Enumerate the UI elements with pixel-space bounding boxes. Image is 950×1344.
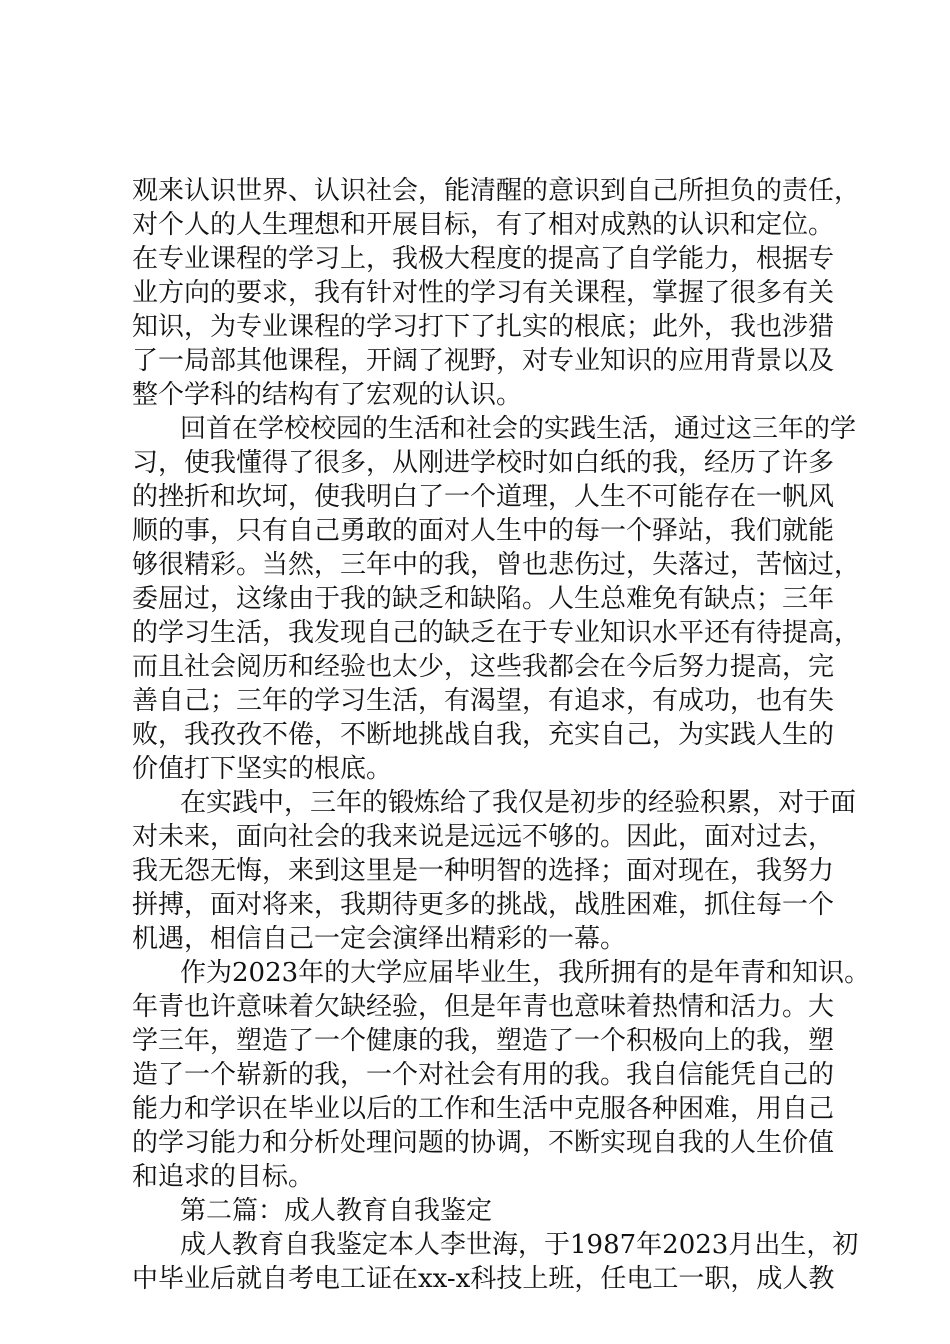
text-line: 整个学科的结构有了宏观的认识。 xyxy=(132,380,523,410)
text-line: 造了一个崭新的我，一个对社会有用的我。我自信能凭自己的 xyxy=(132,1060,835,1090)
text-line: 机遇，相信自己一定会演绎出精彩的一幕。 xyxy=(132,924,627,954)
text-line: 价值打下坚实的根底。 xyxy=(132,754,393,784)
document-body xyxy=(132,174,871,1296)
text-line: 够很精彩。当然，三年中的我，曾也悲伤过，失落过，苦恼过， xyxy=(132,550,861,580)
text-line: 的学习生活，我发现自己的缺乏在于专业知识水平还有待提高， xyxy=(132,618,861,648)
paragraph-start-line: 回首在学校校园的生活和社会的实践生活，通过这三年的学 xyxy=(180,414,857,444)
section-heading: 第二篇：成人教育自我鉴定 xyxy=(180,1196,493,1226)
paragraph-start-line: 在实践中，三年的锻炼给了我仅是初步的经验积累，对于面 xyxy=(180,788,857,818)
text-line: 我无怨无悔，来到这里是一种明智的选择；面对现在，我努力 xyxy=(132,856,835,886)
text-line: 观来认识世界、认识社会，能清醒的意识到自己所担负的责任， xyxy=(132,176,861,206)
text-line: 顺的事，只有自己勇敢的面对人生中的每一个驿站，我们就能 xyxy=(132,516,835,546)
paragraph-start-line: 成人教育自我鉴定本人李世海，于1987年2023月出生，初 xyxy=(180,1230,859,1260)
text-line: 业方向的要求，我有针对性的学习有关课程，掌握了很多有关 xyxy=(132,278,835,308)
text-line: 学三年，塑造了一个健康的我，塑造了一个积极向上的我，塑 xyxy=(132,1026,835,1056)
text-line: 和追求的目标。 xyxy=(132,1162,315,1192)
paragraph-start-line: 作为2023年的大学应届毕业生，我所拥有的是年青和知识。 xyxy=(180,958,871,988)
text-line: 习，使我懂得了很多，从刚进学校时如白纸的我，经历了许多 xyxy=(132,448,835,478)
text-line: 对个人的人生理想和开展目标，有了相对成熟的认识和定位。 xyxy=(132,210,835,240)
text-line: 委屈过，这缘由于我的缺乏和缺陷。人生总难免有缺点；三年 xyxy=(132,584,835,614)
text-line: 败，我孜孜不倦，不断地挑战自我，充实自己，为实践人生的 xyxy=(132,720,835,750)
text-line: 在专业课程的学习上，我极大程度的提高了自学能力，根据专 xyxy=(132,244,835,274)
text-line: 能力和学识在毕业以后的工作和生活中克服各种困难，用自己 xyxy=(132,1094,835,1124)
text-line: 拼搏，面对将来，我期待更多的挑战，战胜困难，抓住每一个 xyxy=(132,890,835,920)
text-line: 对未来，面向社会的我来说是远远不够的。因此，面对过去， xyxy=(132,822,835,852)
text-line: 善自己；三年的学习生活，有渴望，有追求，有成功，也有失 xyxy=(132,686,835,716)
text-line: 中毕业后就自考电工证在xx-x科技上班，任电工一职，成人教 xyxy=(132,1264,835,1294)
text-line: 了一局部其他课程，开阔了视野，对专业知识的应用背景以及 xyxy=(132,346,835,376)
text-line: 的学习能力和分析处理问题的协调，不断实现自我的人生价值 xyxy=(132,1128,835,1158)
text-line: 而且社会阅历和经验也太少，这些我都会在今后努力提高，完 xyxy=(132,652,835,682)
text-line: 的挫折和坎坷，使我明白了一个道理，人生不可能存在一帆风 xyxy=(132,482,835,512)
text-line: 年青也许意味着欠缺经验，但是年青也意味着热情和活力。大 xyxy=(132,992,835,1022)
text-line: 知识，为专业课程的学习打下了扎实的根底；此外，我也涉猎 xyxy=(132,312,835,342)
